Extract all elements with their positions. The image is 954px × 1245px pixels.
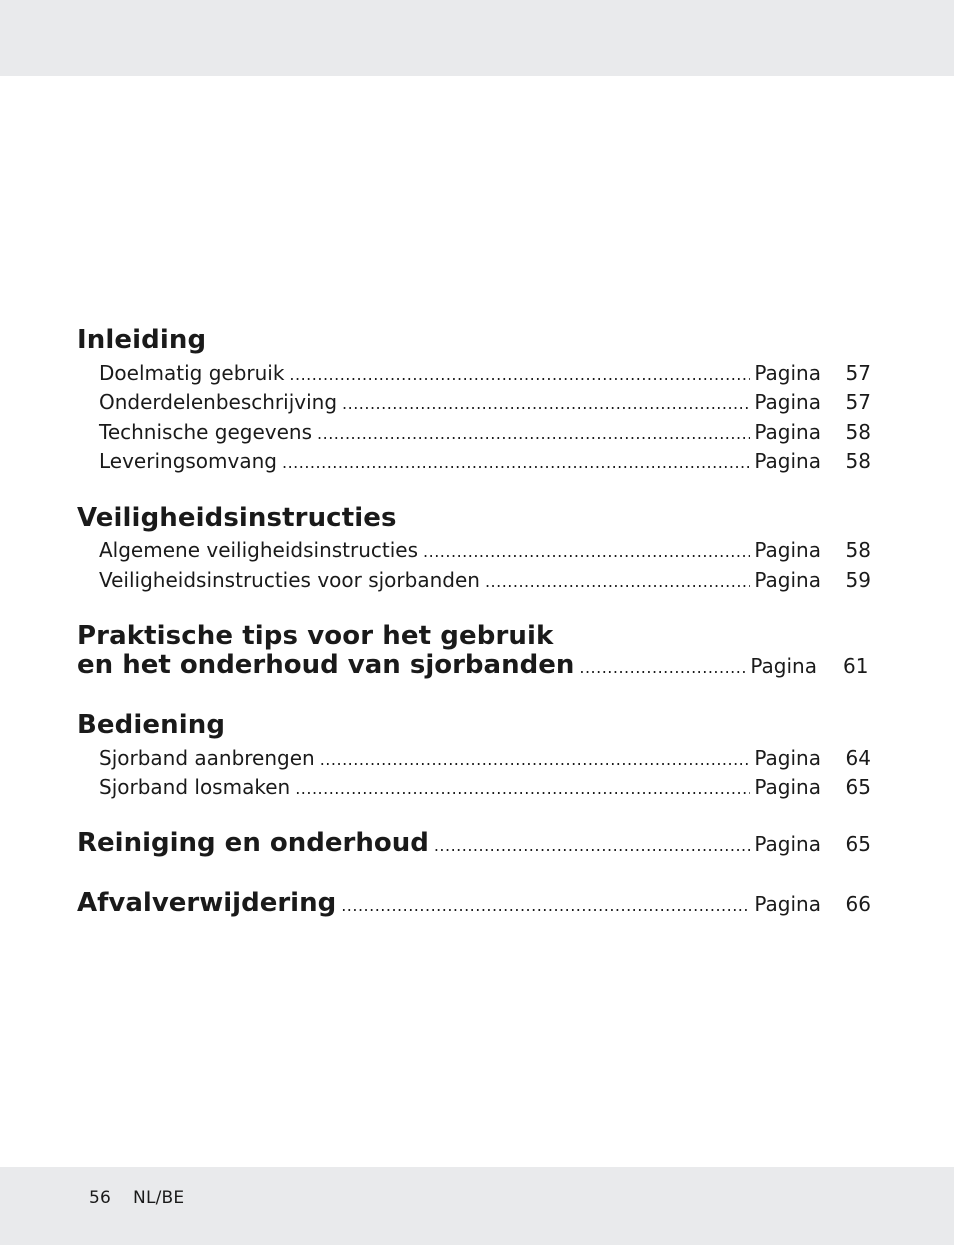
toc-entry-pagina: Pagina: [754, 538, 821, 562]
toc-entry-page: 66: [845, 892, 871, 916]
toc-entry-page: 58: [845, 449, 871, 473]
toc-entry-page: 57: [845, 361, 871, 385]
dot-leader: [320, 750, 751, 769]
toc-entry[interactable]: [99, 449, 871, 475]
dot-leader: [295, 779, 750, 798]
toc-entry-page: 58: [845, 420, 871, 444]
toc-entry-label: Technische gegevens: [99, 420, 313, 444]
toc-entry-afvalverwijdering[interactable]: [77, 888, 871, 920]
toc-entry[interactable]: [99, 775, 871, 801]
toc-entry-pagina: Pagina: [754, 832, 821, 856]
toc-entry-page: 61: [843, 654, 869, 678]
dot-leader: [342, 394, 750, 413]
section-heading-praktische-tips: Praktische tips voor het gebruik: [77, 621, 554, 651]
toc-entry-label: Algemene veiligheidsinstructies: [99, 538, 419, 562]
top-band: [0, 0, 954, 76]
toc-entry-label: Onderdelenbeschrijving: [99, 390, 338, 414]
toc-entry[interactable]: [99, 420, 871, 446]
toc-entry-pagina: Pagina: [754, 449, 821, 473]
dot-leader: [485, 572, 750, 591]
toc-entry-pagina: Pagina: [754, 420, 821, 444]
section-heading-inleiding: Inleiding: [77, 325, 207, 355]
section-heading-reiniging: Reiniging en onderhoud: [77, 828, 429, 858]
page-footer: [89, 1188, 184, 1208]
footer-page-number: 56: [89, 1188, 112, 1208]
toc-entry-page: 65: [845, 832, 871, 856]
footer-locale: NL/BE: [133, 1188, 185, 1208]
dot-leader: [434, 836, 751, 855]
dot-leader: [289, 365, 750, 384]
toc-entry-pagina: Pagina: [754, 892, 821, 916]
toc-entry-page: 64: [845, 746, 871, 770]
section-heading-veiligheidsinstructies: Veiligheidsinstructies: [77, 503, 397, 533]
dot-leader: [423, 542, 750, 561]
toc-entry-label: Leveringsomvang: [99, 449, 277, 473]
dot-leader: [341, 896, 750, 915]
dot-leader: [579, 658, 746, 677]
toc-entry-pagina: Pagina: [754, 361, 821, 385]
toc-entry[interactable]: [99, 361, 871, 387]
toc-entry-label: Veiligheidsinstructies voor sjorbanden: [99, 568, 480, 592]
toc-entry-pagina: Pagina: [754, 746, 821, 770]
toc-entry-praktische-tips[interactable]: [77, 650, 871, 682]
section-heading-praktische-tips-line2: en het onderhoud van sjorbanden: [77, 650, 575, 680]
toc-entry-pagina: Pagina: [754, 775, 821, 799]
toc-entry-page: 59: [845, 568, 871, 592]
section-heading-afvalverwijdering: Afvalverwijdering: [77, 888, 337, 918]
section-heading-bediening: Bediening: [77, 710, 226, 740]
toc-entry[interactable]: [99, 746, 871, 772]
toc-entry-page: 57: [845, 390, 871, 414]
toc-entry-page: 58: [845, 538, 871, 562]
toc-entry-pagina: Pagina: [754, 568, 821, 592]
toc-entry-pagina: Pagina: [750, 654, 817, 678]
toc-entry[interactable]: [99, 538, 871, 564]
toc-entry-label: Sjorband aanbrengen: [99, 746, 315, 770]
dot-leader: [282, 453, 750, 472]
toc-entry-pagina: Pagina: [754, 390, 821, 414]
toc-entry-label: Doelmatig gebruik: [99, 361, 285, 385]
toc-entry[interactable]: [99, 568, 871, 594]
dot-leader: [317, 424, 750, 443]
toc-entry[interactable]: [99, 390, 871, 416]
toc-entry-page: 65: [845, 775, 871, 799]
toc-entry-label: Sjorband losmaken: [99, 775, 291, 799]
toc-entry-reiniging[interactable]: [77, 828, 871, 860]
